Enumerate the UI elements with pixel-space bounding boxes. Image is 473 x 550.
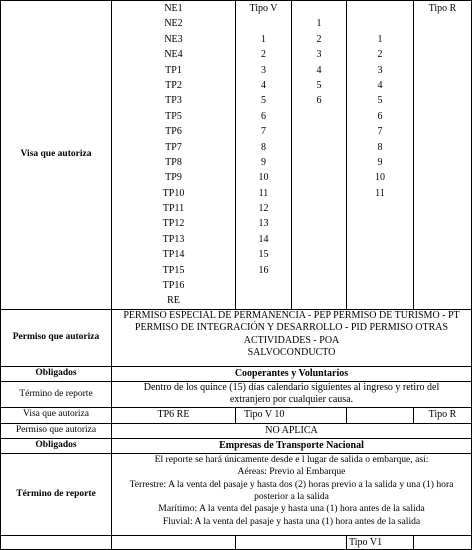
col3-values [292,16,346,108]
list-item: TP12 [162,218,185,230]
termino-row-2 [1,453,472,535]
obligados-value-2: Empresas de Transporte Nacional [112,438,472,453]
permiso-value [112,309,472,366]
visa-codes-cell [112,1,236,310]
list-item: TP13 [162,233,185,245]
list-item: 11 [258,187,269,199]
list-item: TP7 [165,141,182,153]
termino-row-1 [1,381,472,407]
col4-cell [347,1,414,310]
visa-codes-list [112,1,235,309]
list-item: 6 [377,110,383,122]
termino-line: extranjero por cualquier causa. [229,394,354,406]
tipo-r-values [347,32,413,201]
list-item: 4 [377,79,383,91]
tipo-v-2: Tipo V 10 [236,407,347,423]
list-item: 5 [316,79,322,91]
permiso-line: ACTIVIDADES - POA [243,334,340,346]
termino-value [112,381,472,407]
list-item: 7 [377,126,383,138]
tipo-v-cell [236,1,292,310]
permiso-line: PERMISO ESPECIAL DE PERMANENCIA - PEP PERMISO DE TURISMO - PT [123,309,460,321]
obligados-row-2 [1,438,472,453]
list-item: 7 [261,126,266,138]
obligados-value: Cooperantes y Voluntarios [112,366,472,381]
list-item: 11 [375,187,385,199]
list-item: 14 [258,233,269,245]
list-item: 12 [258,203,269,215]
list-item: 1 [377,33,383,45]
permiso-row-2 [1,423,472,438]
visa-label: Visa que autoriza [1,1,112,310]
list-item: TP15 [162,264,185,276]
list-item: NE1 [164,3,183,14]
permiso-line: PERMISO DE INTEGRACIÓN Y DESARROLLO - PID PERMISO OTRAS [134,322,449,334]
permiso-row [1,309,472,366]
termino-label-2: Término de reporte [1,453,112,535]
list-item: NE3 [164,33,183,45]
permiso-label-2: Permiso que autoriza [1,423,112,438]
list-item: 5 [377,95,383,107]
termino-line: El reporte se hará únicamente desde e l lugar de salida o embarque, así: [154,453,429,465]
list-item: 9 [377,156,383,168]
list-item: TP11 [162,203,185,215]
col3-2 [347,407,414,423]
visa-row [1,1,472,310]
list-item: 6 [316,95,322,107]
termino-line: Aéreas: Previo al Embarque [237,466,346,478]
list-item: NE4 [164,49,183,61]
list-item: 2 [261,49,266,61]
permiso-line: SALVOCONDUCTO [247,347,336,359]
obligados-label-2: Obligados [1,438,112,453]
list-item: TP2 [165,79,182,91]
list-item: 10 [258,172,269,184]
list-item: 8 [377,141,383,153]
col3-cell [292,1,347,310]
termino-line: posterior a la salida [254,491,329,503]
list-item: 2 [316,33,322,45]
list-item: 4 [261,79,266,91]
partial-tipo: Tipo V1 [347,535,414,549]
partial-row [1,535,472,549]
list-item: TP8 [165,156,182,168]
list-item: 2 [377,49,383,61]
tipo-r-2: Tipo R [414,407,472,423]
list-item: TP1 [165,64,182,76]
list-item: 9 [261,156,266,168]
list-item: 6 [261,110,266,122]
list-item: 8 [261,141,266,153]
termino-value-2 [112,453,472,535]
list-item: 4 [316,64,322,76]
termino-line: Fluvial: A la venta del pasaje y hasta una (1) hora antes de la salida [162,515,421,527]
list-item: TP5 [165,110,182,122]
list-item: 5 [261,95,266,107]
tipo-r-cell [414,1,472,310]
list-item: 16 [258,264,269,276]
list-item: NE2 [164,18,183,30]
list-item: RE [167,295,180,307]
visa-label-2: Visa que autoriza [1,407,112,423]
list-item: 3 [316,49,322,61]
list-item: 1 [316,18,322,30]
permiso-label: Permiso que autoriza [1,309,112,366]
list-item: TP14 [162,249,185,261]
obligados-row-1 [1,366,472,381]
list-item: 15 [258,249,269,261]
permiso-value-2: NO APLICA [112,423,472,438]
list-item: TP16 [162,280,185,292]
visa-code-2: TP6 RE [112,407,236,423]
list-item: TP10 [162,187,185,199]
list-item: 13 [258,218,269,230]
termino-line: Dentro de los quince (15) días calendario siguientes al ingreso y retiro del [143,381,440,393]
list-item: 10 [375,172,385,184]
tipo-r-header: Tipo R [428,3,457,14]
termino-line: Terrestre: A la venta del pasaje y hasta dos (2) horas previo a la salida y una (1) hora [129,478,454,490]
list-item: TP3 [165,95,182,107]
tipo-v-header: Tipo V [249,3,278,14]
obligados-label: Obligados [1,366,112,381]
tipo-v-values [236,32,291,278]
list-item: TP6 [165,126,182,138]
list-item: 3 [261,64,266,76]
list-item: 3 [377,64,383,76]
termino-label: Término de reporte [1,381,112,407]
termino-line: Marítimo: A la venta del pasaje y hasta una (1) hora antes de la salida [158,503,425,515]
visa-row-2 [1,407,472,423]
list-item: TP9 [165,172,182,184]
list-item: 1 [261,33,266,45]
